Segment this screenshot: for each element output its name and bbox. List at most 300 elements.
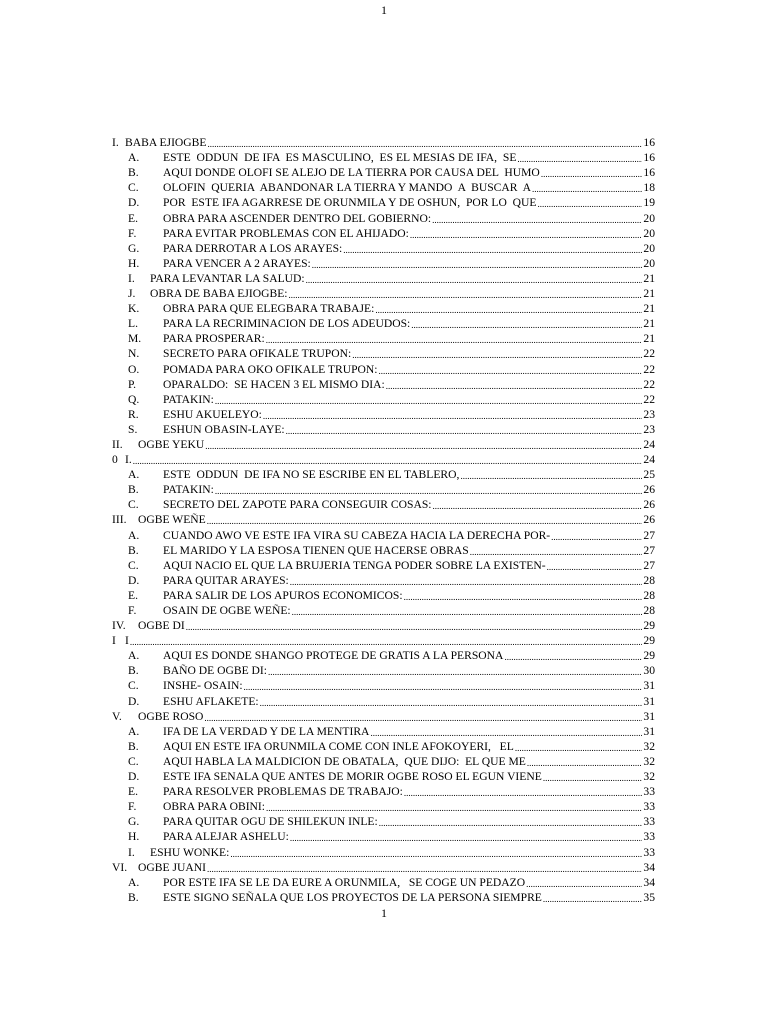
toc-leader-dots <box>543 773 643 783</box>
toc-entry-page-number: 32 <box>643 770 655 784</box>
toc-entry-marker: B. <box>128 483 139 497</box>
toc-entry[interactable] <box>112 526 655 541</box>
toc-entry-title: OBRA DE BABA EJIOGBE: <box>150 287 288 301</box>
toc-entry[interactable] <box>112 768 655 783</box>
toc-entry-label <box>112 498 432 511</box>
toc-entry-title: PARA QUITAR ARAYES: <box>163 573 289 587</box>
toc-entry-marker: J. <box>128 287 136 301</box>
toc-entry-label <box>112 559 546 572</box>
toc-entry-marker: D. <box>128 196 140 210</box>
toc-entry[interactable] <box>112 723 655 738</box>
toc-leader-dots <box>290 577 643 587</box>
toc-entry-marker: D. <box>128 573 140 587</box>
toc-entry-marker: L. <box>128 317 138 331</box>
toc-entry-title: OGBE DI <box>138 619 185 633</box>
toc-entry[interactable] <box>112 481 655 496</box>
toc-entry-label <box>112 846 229 859</box>
toc-leader-dots <box>230 849 642 859</box>
toc-entry-page-number: 19 <box>643 196 655 210</box>
toc-entry-label <box>112 151 516 164</box>
toc-entry-label <box>112 634 129 647</box>
toc-entry-title: ESHU AFLAKETE: <box>163 694 259 708</box>
toc-entry-page-number: 21 <box>643 287 655 301</box>
toc-entry-label <box>112 785 403 798</box>
toc-entry[interactable] <box>112 496 655 511</box>
toc-entry-page-number: 30 <box>643 664 655 678</box>
toc-entry-title: EL MARIDO Y LA ESPOSA TIENEN QUE HACERSE OBRAS <box>163 543 469 557</box>
toc-entry[interactable] <box>112 632 655 647</box>
toc-entry-label <box>112 347 351 360</box>
toc-entry[interactable] <box>112 149 655 164</box>
toc-entry-title: ESTE ODDUN DE IFA ES MASCULINO, ES EL MESIAS DE IFA, SE <box>163 151 517 165</box>
toc-entry-page-number: 16 <box>643 166 655 180</box>
toc-entry-marker: G. <box>128 815 140 829</box>
toc-entry[interactable] <box>112 421 655 436</box>
toc-entry-title: ESHUN OBASIN-LAYE: <box>163 422 285 436</box>
toc-entry-marker: A. <box>128 875 140 889</box>
toc-entry-label <box>112 453 132 466</box>
toc-entry[interactable] <box>112 542 655 557</box>
toc-entry-title: OGBE JUANI <box>138 860 206 874</box>
toc-leader-dots <box>547 562 643 572</box>
toc-entry[interactable] <box>112 345 655 360</box>
toc-entry-label <box>112 393 214 406</box>
toc-entry[interactable] <box>112 406 655 421</box>
toc-entry-label <box>112 800 265 813</box>
toc-entry-page-number: 32 <box>643 739 655 753</box>
toc-entry[interactable] <box>112 798 655 813</box>
toc-leader-dots <box>404 788 643 798</box>
toc-entry[interactable] <box>112 783 655 798</box>
toc-entry-page-number: 26 <box>643 513 655 527</box>
toc-entry-page-number: 31 <box>643 724 655 738</box>
toc-entry[interactable] <box>112 738 655 753</box>
toc-entry-label <box>112 212 431 225</box>
toc-entry-marker: I. <box>128 271 135 285</box>
toc-entry-page-number: 28 <box>643 604 655 617</box>
toc-leader-dots <box>292 607 643 617</box>
toc-entry[interactable] <box>112 843 655 858</box>
toc-entry-page-number: 22 <box>643 392 655 406</box>
toc-leader-dots <box>460 471 642 481</box>
toc-entry-label <box>112 891 542 904</box>
toc-leader-dots <box>538 199 643 209</box>
toc-leader-dots <box>205 441 642 451</box>
toc-entry-title: BABA EJIOGBE <box>125 136 207 150</box>
toc-entry-page-number: 34 <box>643 875 655 889</box>
toc-entry-marker: C. <box>128 679 139 693</box>
toc-entry[interactable] <box>112 466 655 481</box>
toc-entry-marker: C. <box>128 498 139 512</box>
toc-leader-dots <box>207 864 642 874</box>
toc-entry-page-number: 33 <box>643 800 655 814</box>
toc-entry-marker: A. <box>128 724 140 738</box>
toc-entry-page-number: 33 <box>643 845 655 859</box>
toc-entry[interactable] <box>112 557 655 572</box>
toc-entry-page-number: 20 <box>643 241 655 255</box>
toc-entry-label <box>112 181 531 194</box>
toc-entry-label <box>112 529 550 542</box>
toc-entry-marker: I. <box>128 845 135 859</box>
toc-entry[interactable] <box>112 692 655 707</box>
toc-entry-title: OSAIN DE OGBE WEÑE: <box>163 604 291 617</box>
toc-entry-page-number: 16 <box>643 151 655 165</box>
toc-entry-page-number: 16 <box>643 136 655 150</box>
toc-entry-title: AQUI EN ESTE IFA ORUNMILA COME CON INLE AFOKOYERI, EL <box>163 739 514 753</box>
toc-entry-title: INSHE- OSAIN: <box>163 679 243 693</box>
toc-entry-title: OGBE ROSO <box>138 709 204 723</box>
toc-entry-marker: C. <box>128 754 139 768</box>
toc-leader-dots <box>411 320 642 330</box>
toc-entry-label <box>112 257 311 270</box>
toc-entry-label <box>112 166 540 179</box>
toc-entry-title: AQUI ES DONDE SHANGO PROTEGE DE GRATIS A LA PERSONA <box>163 649 504 663</box>
toc-entry[interactable] <box>112 240 655 255</box>
toc-entry-marker: F. <box>128 226 137 240</box>
toc-entry-title: AQUI DONDE OLOFI SE ALEJO DE LA TIERRA POR CAUSA DEL HUMO <box>163 166 540 180</box>
toc-entry-marker: A. <box>128 151 140 165</box>
toc-leader-dots <box>551 532 642 542</box>
toc-entry-label <box>112 725 369 738</box>
toc-leader-dots <box>543 894 643 904</box>
toc-entry-label <box>112 438 204 451</box>
toc-entry-label <box>112 830 289 843</box>
toc-leader-dots <box>541 169 643 179</box>
toc-leader-dots <box>130 637 643 647</box>
toc-entry-title: PARA DERROTAR A LOS ARAYES: <box>163 241 343 255</box>
toc-entry-marker: E. <box>128 588 138 602</box>
toc-leader-dots <box>207 516 643 526</box>
toc-entry-label <box>112 317 410 330</box>
toc-entry-marker: 0 <box>112 453 118 467</box>
toc-leader-dots <box>133 456 643 466</box>
toc-entry-label <box>112 861 206 874</box>
toc-entry[interactable] <box>112 225 655 240</box>
toc-entry-label <box>112 755 526 768</box>
toc-entry-page-number: 21 <box>643 302 655 316</box>
toc-entry-marker: VI. <box>112 860 128 874</box>
toc-entry-label <box>112 740 514 753</box>
toc-entry-title: CUANDO AWO VE ESTE IFA VIRA SU CABEZA HACIA LA DERECHA POR- <box>163 528 551 542</box>
toc-entry-label <box>112 378 385 391</box>
toc-entry-title: AQUI HABLA LA MALDICION DE OBATALA, QUE DIJO: EL QUE ME <box>163 754 526 768</box>
toc-entry-label <box>112 619 185 632</box>
toc-entry-title: PARA VENCER A 2 ARAYES: <box>163 256 311 270</box>
toc-entry-label <box>112 332 265 345</box>
toc-entry-marker: K. <box>128 302 140 316</box>
toc-leader-dots <box>244 682 643 692</box>
toc-entry[interactable] <box>112 330 655 345</box>
toc-entry[interactable] <box>112 753 655 768</box>
toc-entry[interactable] <box>112 572 655 587</box>
toc-entry[interactable] <box>112 164 655 179</box>
toc-entry-title: OGBE YEKU <box>138 437 205 451</box>
toc-entry-page-number: 31 <box>643 694 655 708</box>
toc-entry-page-number: 24 <box>643 437 655 451</box>
toc-entry[interactable] <box>112 889 655 904</box>
toc-entry-marker: C. <box>128 181 139 195</box>
toc-entry-marker: P. <box>128 377 137 391</box>
toc-leader-dots <box>404 592 643 602</box>
toc-entry-label <box>112 589 403 602</box>
toc-entry-title: PARA QUITAR OGU DE SHILEKUN INLE: <box>163 815 378 829</box>
toc-entry-marker: N. <box>128 347 140 361</box>
toc-leader-dots <box>515 743 643 753</box>
toc-entry-page-number: 31 <box>643 679 655 693</box>
toc-entry-title: SECRETO DEL ZAPOTE PARA CONSEGUIR COSAS: <box>163 498 432 512</box>
toc-entry-label <box>112 604 291 617</box>
toc-entry-marker: I <box>112 634 116 648</box>
toc-leader-dots <box>215 396 643 406</box>
toc-entry[interactable] <box>112 677 655 692</box>
toc-entry-title: OLOFIN QUERIA ABANDONAR LA TIERRA Y MANDO A BUSCAR A <box>163 181 532 195</box>
toc-entry-title: PARA LA RECRIMINACION DE LOS ADEUDOS: <box>163 317 411 331</box>
toc-entry-page-number: 20 <box>643 256 655 270</box>
toc-leader-dots <box>186 622 643 632</box>
toc-leader-dots <box>386 381 643 391</box>
toc-leader-dots <box>370 728 642 738</box>
toc-entry-page-number: 23 <box>643 407 655 421</box>
toc-entry-title: IFA DE LA VERDAD Y DE LA MENTIRA <box>163 724 370 738</box>
toc-entry[interactable] <box>112 134 655 149</box>
toc-entry-title: ESTE ODDUN DE IFA NO SE ESCRIBE EN EL TABLERO, <box>163 468 460 482</box>
toc-entry-title: ESTE SIGNO SEÑALA QUE LOS PROYECTOS DE LA PERSONA SIEMPRE <box>163 890 542 904</box>
toc-entry-page-number: 28 <box>643 588 655 602</box>
toc-leader-dots <box>289 290 643 300</box>
toc-entry[interactable] <box>112 662 655 677</box>
toc-leader-dots <box>215 486 643 496</box>
toc-entry-title: I. <box>125 453 132 467</box>
toc-entry-label <box>112 876 525 889</box>
toc-entry-marker: Q. <box>128 392 140 406</box>
toc-entry-title: PATAKIN: <box>163 483 214 497</box>
toc-entry-label <box>112 242 342 255</box>
toc-leader-dots <box>204 713 642 723</box>
toc-entry-label <box>112 272 305 285</box>
toc-entry-page-number: 33 <box>643 815 655 829</box>
toc-entry-label <box>112 408 262 421</box>
toc-leader-dots <box>504 652 642 662</box>
toc-entry[interactable] <box>112 511 655 526</box>
toc-entry-marker: E. <box>128 211 138 225</box>
toc-entry-marker: H. <box>128 256 140 270</box>
toc-leader-dots <box>286 426 643 436</box>
toc-entry-title: OBRA PARA ASCENDER DENTRO DEL GOBIERNO: <box>163 211 432 225</box>
toc-entry-page-number: 18 <box>643 181 655 195</box>
toc-entry-marker: C. <box>128 558 139 572</box>
toc-entry-label <box>112 513 206 526</box>
toc-entry-marker: O. <box>128 362 140 376</box>
toc-entry-page-number: 33 <box>643 785 655 799</box>
toc-entry-title: POR ESTE IFA SE LE DA EURE A ORUNMILA, SE COGE UN PEDAZO <box>163 875 526 889</box>
toc-entry[interactable] <box>112 617 655 632</box>
toc-leader-dots <box>306 275 643 285</box>
toc-entry-title: POR ESTE IFA AGARRESE DE ORUNMILA Y DE OSHUN, POR LO QUE <box>163 196 537 210</box>
toc-entry-page-number: 22 <box>643 377 655 391</box>
toc-entry-page-number: 26 <box>643 483 655 497</box>
toc-entry-page-number: 29 <box>643 634 655 648</box>
page-number-top: 1 <box>381 3 387 17</box>
toc-entry-title: OGBE WEÑE <box>138 513 206 527</box>
toc-entry-marker: B. <box>128 890 139 904</box>
toc-entry-marker: V. <box>112 709 122 723</box>
toc-entry-marker: IV. <box>112 619 126 633</box>
toc-entry[interactable] <box>112 828 655 843</box>
toc-entry[interactable] <box>112 602 655 617</box>
toc-entry-page-number: 23 <box>643 422 655 436</box>
toc-entry[interactable] <box>112 179 655 194</box>
toc-entry-marker: M. <box>128 332 142 346</box>
toc-entry[interactable] <box>112 391 655 406</box>
toc-entry-marker: E. <box>128 785 138 799</box>
toc-entry-marker: D. <box>128 770 140 784</box>
toc-entry-title: OPARALDO: SE HACEN 3 EL MISMO DIA: <box>163 377 385 391</box>
toc-entry[interactable] <box>112 376 655 391</box>
toc-entry[interactable] <box>112 194 655 209</box>
toc-entry-label <box>112 227 409 240</box>
toc-entry-label <box>112 136 206 149</box>
toc-leader-dots <box>266 335 643 345</box>
toc-entry[interactable] <box>112 436 655 451</box>
toc-entry-title: PARA PROSPERAR: <box>163 332 265 346</box>
toc-entry-page-number: 29 <box>643 619 655 633</box>
toc-entry-title: OBRA PARA QUE ELEGBARA TRABAJE: <box>163 302 375 316</box>
toc-entry[interactable] <box>112 813 655 828</box>
toc-leader-dots <box>260 698 643 708</box>
toc-entry[interactable] <box>112 708 655 723</box>
toc-entry[interactable] <box>112 587 655 602</box>
toc-entry-marker: S. <box>128 422 138 436</box>
toc-entry-page-number: 24 <box>643 453 655 467</box>
toc-entry-marker: B. <box>128 739 139 753</box>
toc-leader-dots <box>312 260 643 270</box>
toc-entry-marker: R. <box>128 407 139 421</box>
toc-leader-dots <box>470 547 643 557</box>
toc-entry-page-number: 31 <box>643 709 655 723</box>
toc-entry-page-number: 35 <box>643 890 655 904</box>
toc-entry-marker: H. <box>128 830 140 844</box>
toc-entry[interactable] <box>112 360 655 375</box>
toc-entry-title: PARA EVITAR PROBLEMAS CON EL AHIJADO: <box>163 226 409 240</box>
toc-entry-label <box>112 468 459 481</box>
toc-leader-dots <box>352 350 642 360</box>
toc-entry-marker: B. <box>128 543 139 557</box>
toc-entry-title: BAÑO DE OGBE DI: <box>163 664 268 678</box>
toc-entry-marker: II. <box>112 437 123 451</box>
toc-entry-title: PARA SALIR DE LOS APUROS ECONOMICOS: <box>163 588 403 602</box>
toc-entry-page-number: 25 <box>643 468 655 482</box>
toc-leader-dots <box>375 305 642 315</box>
table-of-contents <box>112 134 655 904</box>
toc-entry-page-number: 27 <box>643 528 655 542</box>
toc-entry[interactable] <box>112 315 655 330</box>
toc-leader-dots <box>263 411 643 421</box>
toc-entry-label <box>112 287 288 300</box>
toc-entry-page-number: 28 <box>643 573 655 587</box>
toc-entry-title: ESHU AKUELEYO: <box>163 407 262 421</box>
toc-leader-dots <box>266 803 642 813</box>
toc-entry-label <box>112 196 537 209</box>
toc-leader-dots <box>290 833 643 843</box>
toc-entry-title: PARA RESOLVER PROBLEMAS DE TRABAJO: <box>163 785 403 799</box>
toc-entry[interactable] <box>112 647 655 662</box>
toc-entry-page-number: 22 <box>643 362 655 376</box>
toc-entry-marker: F. <box>128 800 137 814</box>
toc-leader-dots <box>517 154 642 164</box>
toc-entry-label <box>112 679 243 692</box>
toc-entry[interactable] <box>112 451 655 466</box>
toc-entry[interactable] <box>112 209 655 224</box>
toc-entry-label <box>112 544 469 557</box>
toc-entry-label <box>112 664 267 677</box>
page-number-bottom: 1 <box>381 906 387 920</box>
toc-entry-page-number: 32 <box>643 754 655 768</box>
toc-entry[interactable] <box>112 255 655 270</box>
toc-leader-dots <box>268 667 642 677</box>
toc-leader-dots <box>379 366 643 376</box>
toc-leader-dots <box>343 245 642 255</box>
toc-entry-marker: III. <box>112 513 127 527</box>
toc-entry-label <box>112 649 503 662</box>
toc-entry-page-number: 20 <box>643 211 655 225</box>
toc-entry-title: POMADA PARA OKO OFIKALE TRUPON: <box>163 362 378 376</box>
toc-entry-marker: A. <box>128 649 140 663</box>
toc-entry-marker: I. <box>112 136 119 150</box>
toc-entry-marker: B. <box>128 664 139 678</box>
toc-entry-title: ESTE IFA SENALA QUE ANTES DE MORIR OGBE ROSO EL EGUN VIENE <box>163 770 542 784</box>
toc-entry-marker: D. <box>128 694 140 708</box>
toc-entry-label <box>112 815 378 828</box>
toc-entry-title: PATAKIN: <box>163 392 214 406</box>
toc-entry-label <box>112 483 214 496</box>
toc-entry-label <box>112 695 259 708</box>
toc-entry-title: PARA ALEJAR ASHELU: <box>163 830 289 844</box>
toc-leader-dots <box>526 879 642 889</box>
toc-entry-page-number: 27 <box>643 543 655 557</box>
toc-entry-title: ESHU WONKE: <box>150 845 230 859</box>
toc-entry-page-number: 34 <box>643 860 655 874</box>
toc-entry-page-number: 33 <box>643 830 655 844</box>
toc-leader-dots <box>410 230 643 240</box>
toc-entry-page-number: 20 <box>643 226 655 240</box>
toc-entry-title: I <box>125 634 129 648</box>
toc-entry[interactable] <box>112 874 655 889</box>
toc-entry-page-number: 21 <box>643 271 655 285</box>
toc-entry-title: OBRA PARA OBINI: <box>163 800 266 814</box>
toc-entry-title: PARA LEVANTAR LA SALUD: <box>150 271 305 285</box>
toc-entry-label <box>112 770 542 783</box>
toc-entry-page-number: 21 <box>643 332 655 346</box>
toc-entry[interactable] <box>112 300 655 315</box>
toc-leader-dots <box>379 818 643 828</box>
toc-entry-label <box>112 302 374 315</box>
toc-entry-page-number: 26 <box>643 498 655 512</box>
toc-entry[interactable] <box>112 270 655 285</box>
toc-entry-label <box>112 363 378 376</box>
toc-entry-marker: A. <box>128 468 140 482</box>
toc-leader-dots <box>432 215 642 225</box>
toc-entry-label <box>112 423 285 436</box>
toc-leader-dots <box>433 501 643 511</box>
toc-entry[interactable] <box>112 285 655 300</box>
toc-entry[interactable] <box>112 859 655 874</box>
toc-entry-title: AQUI NACIO EL QUE LA BRUJERIA TENGA PODER SOBRE LA EXISTEN- <box>163 558 546 572</box>
toc-leader-dots <box>207 139 642 149</box>
toc-leader-dots <box>532 184 642 194</box>
toc-entry-label <box>112 574 289 587</box>
toc-entry-marker: F. <box>128 604 137 617</box>
toc-entry-page-number: 27 <box>643 558 655 572</box>
